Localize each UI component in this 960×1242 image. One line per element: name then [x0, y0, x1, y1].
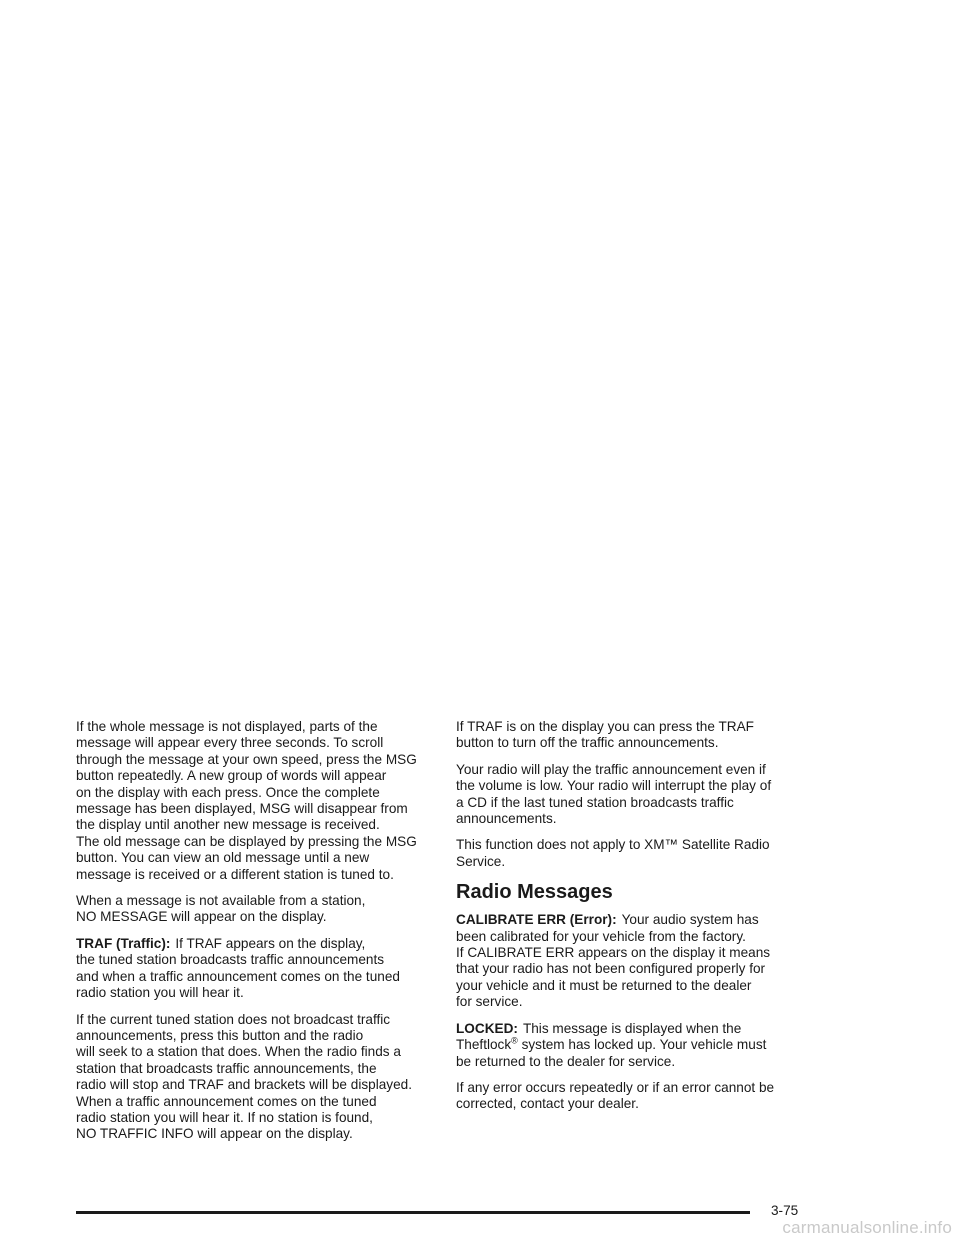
paragraph-no-message: [76, 893, 444, 926]
text-line: through the message at your own speed, press the MSG: [76, 751, 417, 767]
text-line: that your radio has not been configured properly for: [456, 961, 766, 977]
footer-rule: [76, 1211, 750, 1214]
text-inline: system has locked up. Your vehicle must: [521, 1037, 767, 1053]
text-line: and when a traffic announcement comes on the tuned: [76, 968, 400, 984]
text-line: been calibrated for your vehicle from the factory.: [456, 928, 746, 944]
text-line: message has been displayed, MSG will disappear from: [76, 801, 408, 817]
paragraph-volume: [456, 762, 824, 828]
text-line: on the display with each press. Once the complete: [76, 784, 380, 800]
text-line: your vehicle and it must be returned to the dealer: [456, 977, 752, 993]
paragraph-calibrate-err: [456, 912, 824, 1010]
text-line: announcements, press this button and the radio: [76, 1027, 364, 1043]
text-line: If the whole message is not displayed, parts of the: [76, 719, 378, 734]
text-line: If the current tuned station does not broadcast traffic: [76, 1011, 391, 1027]
text-line: announcements.: [456, 811, 557, 827]
paragraph-traffic-seek: [76, 1012, 444, 1143]
text-line: radio station you will hear it. If no station is found,: [76, 1109, 373, 1125]
text-line: If TRAF is on the display you can press the TRAF: [456, 719, 754, 734]
text-line: corrected, contact your dealer.: [456, 1096, 639, 1112]
text-line: NO TRAFFIC INFO will appear on the display.: [76, 1126, 353, 1142]
text-line: for service.: [456, 994, 523, 1010]
paragraph-xm-note: [456, 837, 824, 870]
text-line: be returned to the dealer for service.: [456, 1053, 676, 1069]
watermark: carmanualsonline.info: [782, 1218, 952, 1237]
text-line: station that broadcasts traffic announcements, the: [76, 1060, 377, 1076]
page-number: 3-75: [771, 1203, 799, 1218]
text-line: [456, 912, 824, 928]
text-line: If CALIBRATE ERR appears on the display it means: [456, 945, 771, 961]
text-inline: This message is displayed when the: [522, 1020, 742, 1036]
term-calibrate-err: CALIBRATE ERR (Error):: [456, 912, 617, 928]
text-line: This function does not apply to XM™ Satellite Radio: [456, 837, 770, 853]
left-column: [76, 719, 444, 1153]
paragraph-traf: [76, 936, 444, 1002]
paragraph-contact-dealer: [456, 1080, 824, 1113]
text-line: a CD if the last tuned station broadcasts traffic: [456, 794, 734, 810]
section-heading: Radio Messages: [456, 881, 613, 904]
term-traf: TRAF (Traffic):: [76, 935, 171, 951]
text-line: [456, 1037, 824, 1053]
right-column: [456, 719, 824, 1123]
text-line: If any error occurs repeatedly or if an error cannot be: [456, 1079, 775, 1095]
text-line: the tuned station broadcasts traffic announcements: [76, 952, 385, 968]
text-line: message will appear every three seconds. To scroll: [76, 735, 384, 751]
text-line: radio will stop and TRAF and brackets will be displayed.: [76, 1077, 412, 1093]
text-line: When a message is not available from a station,: [76, 893, 366, 909]
text-inline: Theftlock: [456, 1037, 512, 1053]
paragraph-traf-off: [456, 719, 824, 752]
text-line: the display until another new message is received.: [76, 817, 380, 833]
text-line: button to turn off the traffic announcements.: [456, 735, 719, 751]
text-inline: If TRAF appears on the display,: [175, 935, 366, 951]
text-line: radio station you will hear it.: [76, 985, 244, 1001]
text-line: When a traffic announcement comes on the tuned: [76, 1093, 377, 1109]
text-line: button. You can view an old message until a new: [76, 850, 370, 866]
text-line: [76, 936, 444, 952]
text-line: The old message can be displayed by pressing the MSG: [76, 833, 417, 849]
registered-mark: ®: [511, 1035, 518, 1046]
paragraph-message-scroll: [76, 719, 444, 883]
text-line: button repeatedly. A new group of words will appear: [76, 768, 387, 784]
text-line: NO MESSAGE will appear on the display.: [76, 909, 327, 925]
text-line: the volume is low. Your radio will interrupt the play of: [456, 778, 772, 794]
text-line: will seek to a station that does. When the radio finds a: [76, 1044, 401, 1060]
paragraph-locked: [456, 1021, 824, 1070]
text-line: Service.: [456, 853, 506, 869]
text-line: Your radio will play the traffic announcement even if: [456, 761, 766, 777]
text-line: message is received or a different station is tuned to.: [76, 866, 394, 882]
term-locked: LOCKED:: [456, 1020, 518, 1036]
text-inline: Your audio system has: [621, 912, 759, 928]
